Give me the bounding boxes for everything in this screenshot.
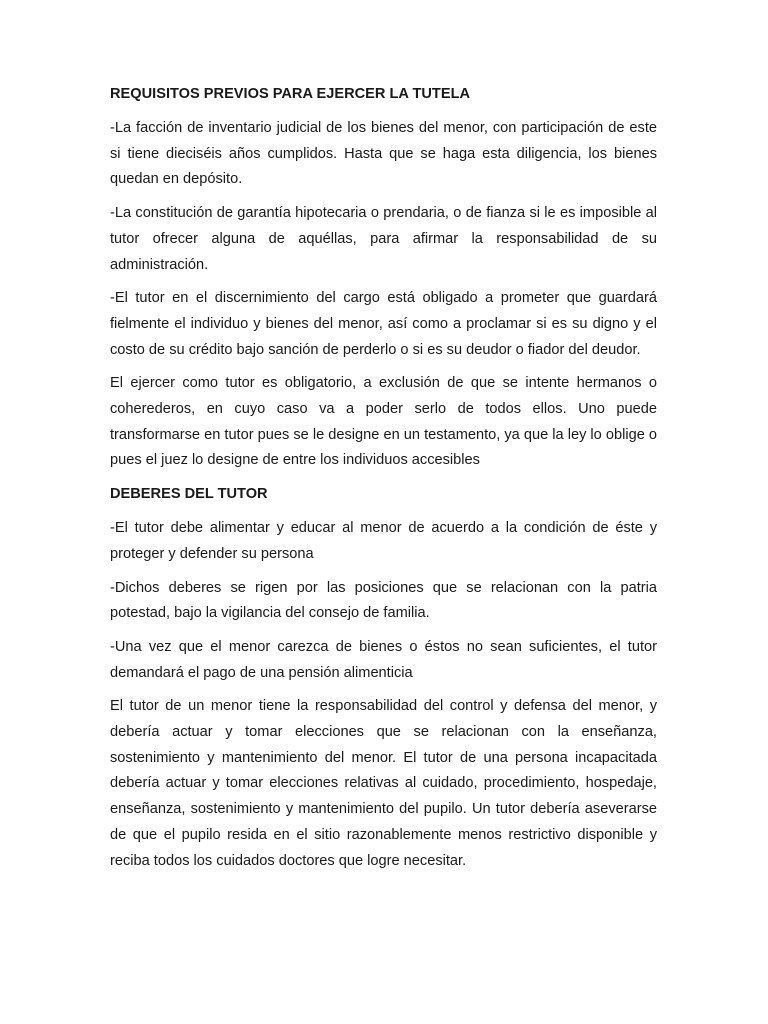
section-heading: REQUISITOS PREVIOS PARA EJERCER LA TUTELA — [110, 86, 471, 102]
paragraph: El ejercer como tutor es obligatorio, a exclusión de que se intente hermanos o coherederos, en cuyo caso va a poder serlo de todos ellos. Uno puede transformarse en tutor pues se le designe en un testamento, ya que la ley lo oblige o pues el juez lo designe de entre los individuos accesibles — [110, 375, 657, 469]
section-deberes — [110, 482, 657, 874]
paragraph: -Dichos deberes se rigen por las posiciones que se relacionan con la patria potestad, bajo la vigilancia del consejo de familia. — [110, 579, 657, 622]
paragraph: El tutor de un menor tiene la responsabilidad del control y defensa del menor, y debería actuar y tomar elecciones que se relacionan con la enseñanza, sostenimiento y mantenimiento del menor. El tutor de una persona incapacitada debería actuar y tomar elecciones relativas al cuidado, procedimiento, hospedaje, enseñanza, sostenimiento y mantenimiento del pupilo. Un tutor debería aseverarse de que el pupilo resida en el sitio razonablemente menos restrictivo disponible y reciba todos los cuidados doctores que logre necesitar. — [110, 698, 657, 869]
paragraph: -El tutor en el discernimiento del cargo está obligado a prometer que guardará fielmente el individuo y bienes del menor, así como a proclamar si es su digno y el costo de su crédito bajo sanción de perderlo o si es su deudor o fiador del deudor. — [110, 290, 657, 358]
section-requisitos — [110, 82, 657, 474]
document-page — [110, 82, 657, 882]
paragraph: -La facción de inventario judicial de los bienes del menor, con participación de este si tiene dieciséis años cumplidos. Hasta que se haga esta diligencia, los bienes quedan en depósito. — [110, 120, 657, 188]
paragraph: -La constitución de garantía hipotecaria o prendaria, o de fianza si le es imposible al tutor ofrecer alguna de aquéllas, para afirmar la responsabilidad de su administración. — [110, 205, 657, 273]
section-heading: DEBERES DEL TUTOR — [110, 486, 268, 503]
paragraph: -Una vez que el menor carezca de bienes o éstos no sean suficientes, el tutor demandará el pago de una pensión alimenticia — [110, 638, 657, 681]
paragraph: -El tutor debe alimentar y educar al menor de acuerdo a la condición de éste y proteger y defender su persona — [110, 520, 657, 562]
